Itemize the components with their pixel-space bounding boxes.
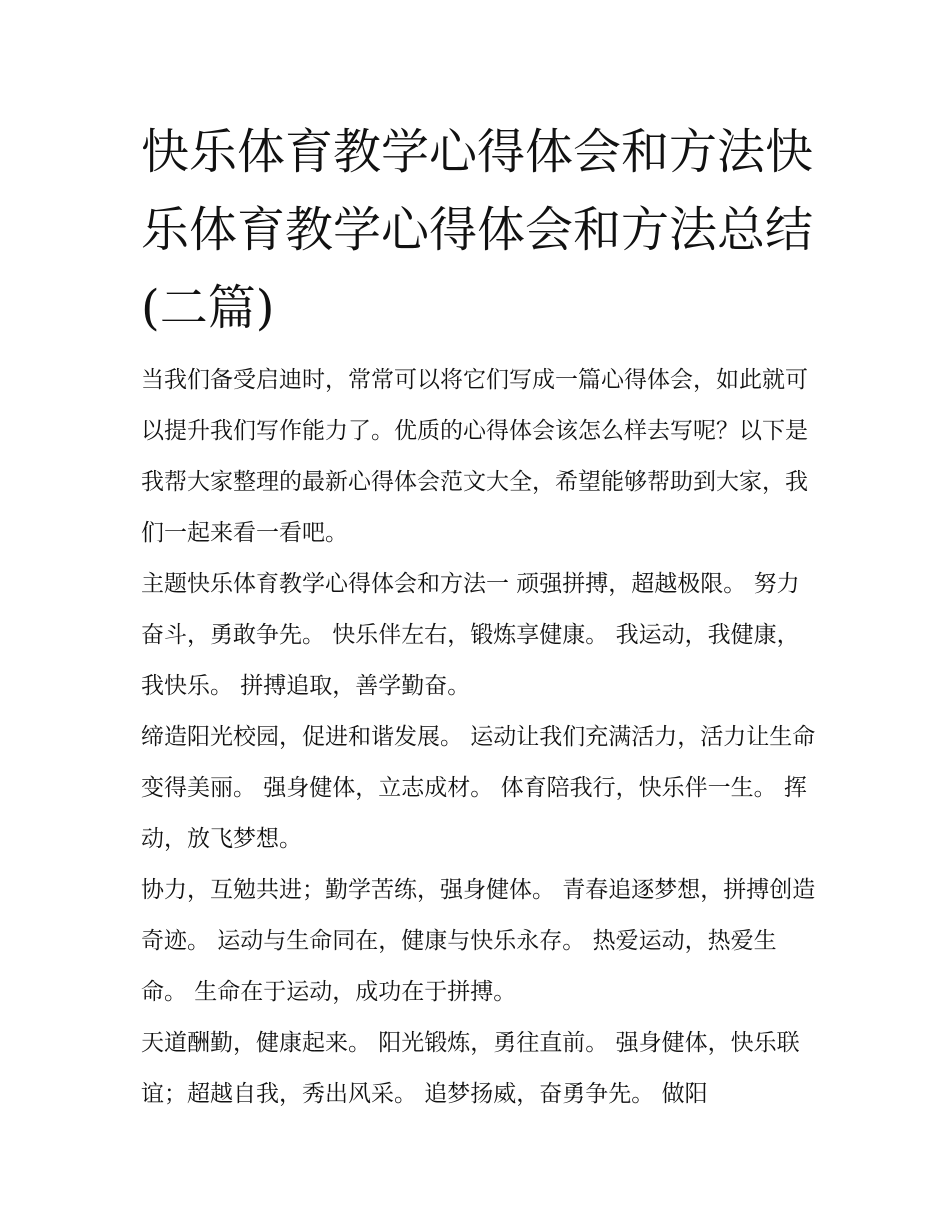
paragraph-slogans-2: 缔造阳光校园，促进和谐发展。 运动让我们充满活力，活力让生命变得美丽。 强身健体，立志成材。 体育陪我行，快乐伴一生。 挥动，放飞梦想。	[141, 724, 816, 852]
document-content	[141, 113, 821, 1120]
paragraph-intro: 当我们备受启迪时，常常可以将它们写成一篇心得体会，如此就可以提升我们写作能力了。优质的心得体会该怎么样去写呢？以下是我帮大家整理的最新心得体会范文大全，希望能够帮助到大家，我们一起来看一看吧。	[141, 367, 808, 546]
paragraph-slogans-1: 主题快乐体育教学心得体会和方法一 顽强拼搏，超越极限。 努力奋斗，勇敢争先。 快乐伴左右，锻炼享健康。 我运动，我健康，我快乐。 拼搏追取，善学勤奋。	[141, 571, 800, 699]
document-title: 快乐体育教学心得体会和方法快乐体育教学心得体会和方法总结(二篇)	[141, 124, 814, 336]
paragraph-slogans-4: 天道酬勤，健康起来。 阳光锻炼，勇往直前。 强身健体，快乐联谊；超越自我，秀出风采。 追梦扬威，奋勇争先。 做阳	[141, 1030, 800, 1107]
paragraph-slogans-3: 协力，互勉共进；勤学苦练，强身健体。 青春追逐梦想，拼搏创造奇迹。 运动与生命同在，健康与快乐永存。 热爱运动，热爱生命。 生命在于运动，成功在于拼搏。	[141, 877, 816, 1005]
